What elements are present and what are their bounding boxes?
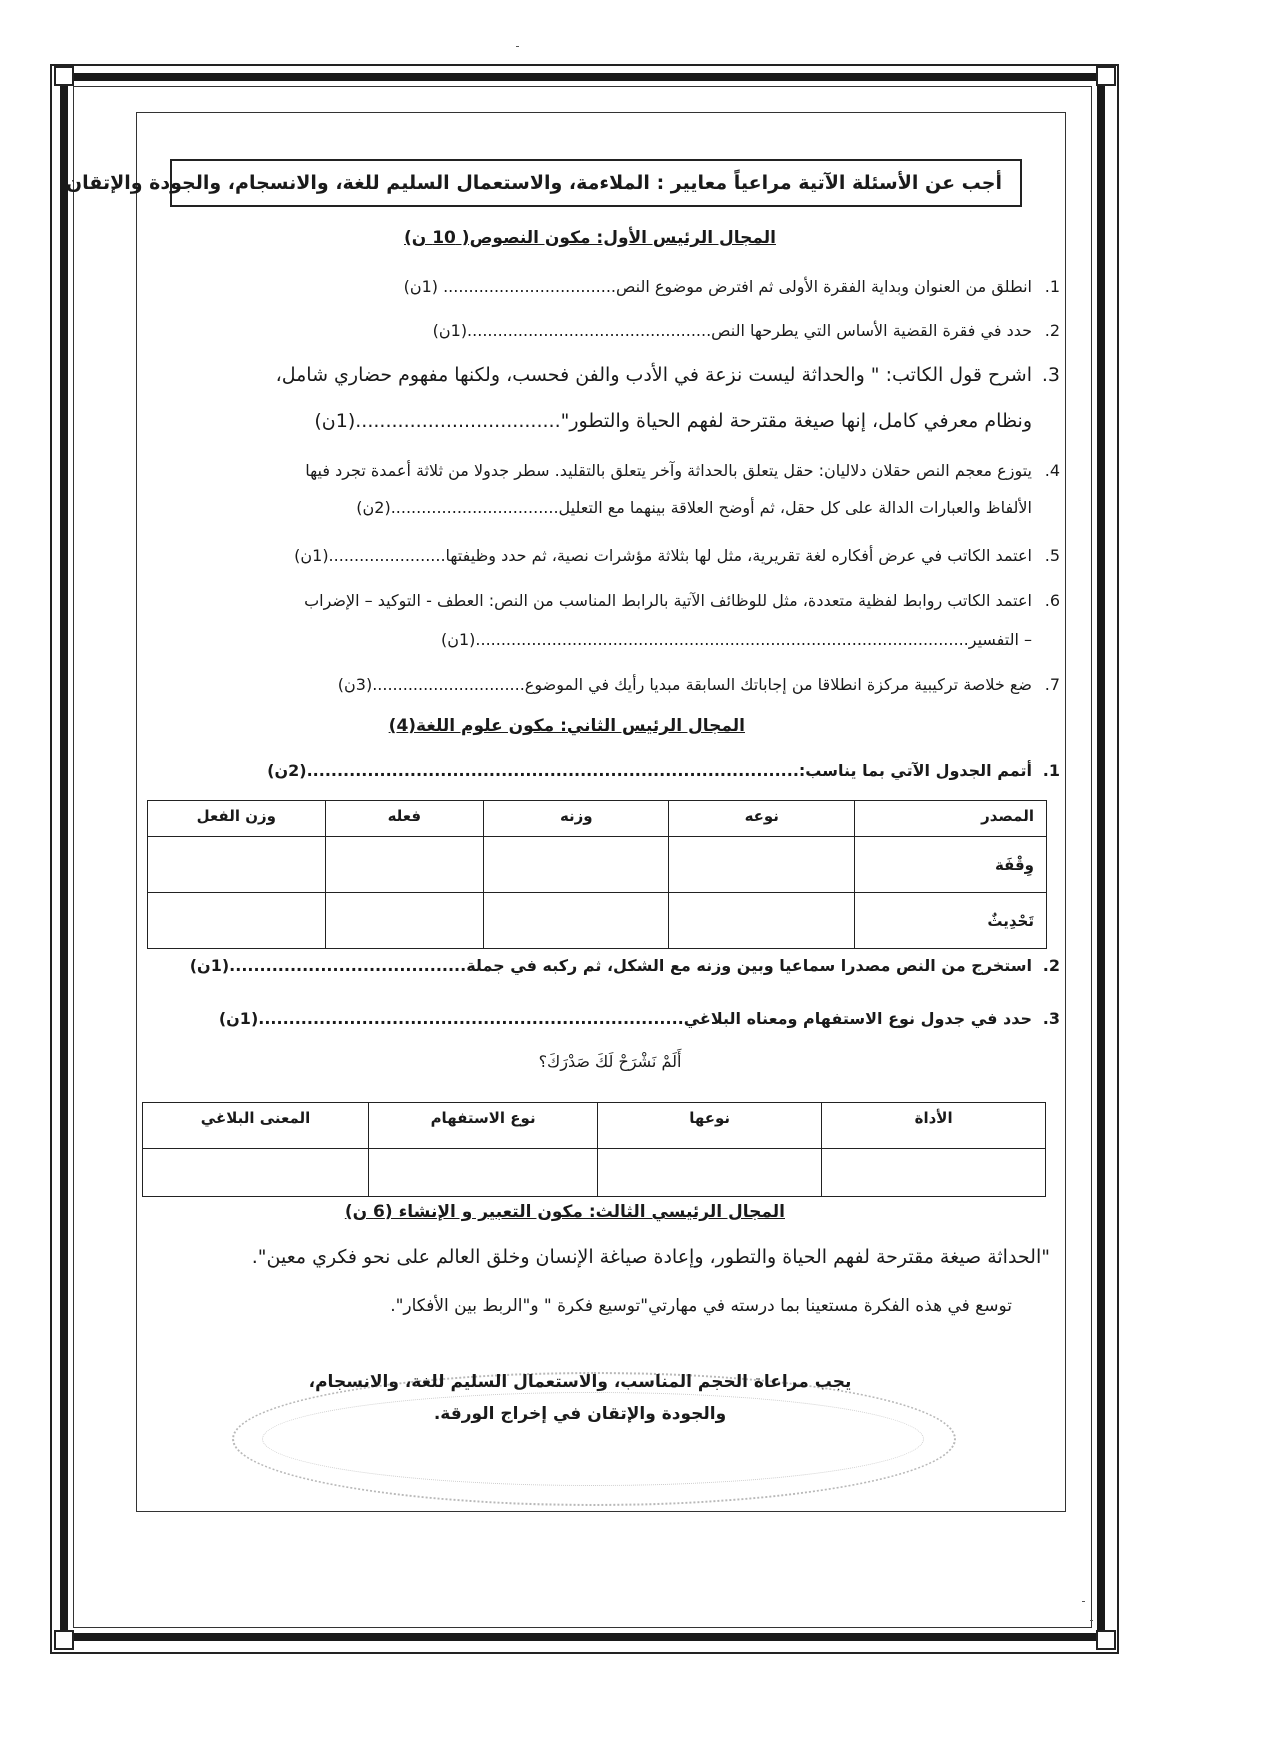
question-number: 1. bbox=[1042, 761, 1060, 780]
table-header-cell: الأداة bbox=[822, 1103, 1046, 1149]
question-number: 1. bbox=[1044, 277, 1060, 296]
question-1-4-continuation: الألفاظ والعبارات الدالة على كل حقل، ثم أوضح العلاقة بينهما مع التعليل.................................(2ن) bbox=[356, 498, 1032, 517]
table-cell bbox=[669, 893, 855, 949]
table-header-cell: وزن الفعل bbox=[148, 801, 326, 837]
table-header-cell: المصدر bbox=[855, 801, 1047, 837]
section1-title: المجال الرئيس الأول: مكون النصوص( 10 ن) bbox=[404, 228, 776, 248]
question-1-5 bbox=[230, 545, 1060, 567]
question-text: انطلق من العنوان وبداية الفقرة الأولى ثم افترض موضوع النص.................................. (1ن) bbox=[403, 277, 1032, 296]
question-text: حدد في جدول نوع الاستفهام ومعناه البلاغي......................................................................(1ن) bbox=[218, 1009, 1032, 1028]
table-header-cell: وزنه bbox=[484, 801, 669, 837]
question-2-3 bbox=[218, 1008, 1060, 1030]
question-text: أتمم الجدول الآتي بما يناسب:.................................................................................(2ن) bbox=[267, 761, 1032, 780]
question-1-6 bbox=[230, 590, 1060, 612]
table-header-row bbox=[148, 801, 1047, 837]
question-text: استخرج من النص مصدرا سماعيا وبين وزنه مع الشكل، ثم ركبه في جملة.......................................(1ن) bbox=[189, 956, 1032, 975]
table-cell: تَحْدِيثٌ bbox=[855, 893, 1047, 949]
table-cell bbox=[484, 893, 669, 949]
question-number: 2. bbox=[1044, 321, 1060, 340]
table-cell bbox=[822, 1149, 1046, 1197]
table-masdar bbox=[147, 800, 1047, 949]
question-number: 2. bbox=[1042, 956, 1060, 975]
task-text: توسع في هذه الفكرة مستعينا بما درسته في مهارتي"توسيع فكرة " و"الربط بين الأفكار". bbox=[390, 1296, 1012, 1316]
frame-corner-top-right bbox=[1096, 66, 1116, 86]
table-header-cell: نوع الاستفهام bbox=[369, 1103, 598, 1149]
table-header-cell: المعنى البلاغي bbox=[143, 1103, 369, 1149]
table-cell bbox=[369, 1149, 598, 1197]
table-istifham bbox=[142, 1102, 1046, 1197]
scan-speck bbox=[516, 46, 519, 47]
question-text: اشرح قول الكاتب: " والحداثة ليست نزعة في الأدب والفن فحسب، ولكنها مفهوم حضاري شامل، bbox=[275, 364, 1032, 386]
frame-corner-bottom-left bbox=[54, 1630, 74, 1650]
verse-quote: أَلَمْ نَشْرَحْ لَكَ صَدْرَكَ؟ bbox=[538, 1052, 682, 1071]
question-1-1 bbox=[230, 276, 1060, 298]
section2-title: المجال الرئيس الثاني: مكون علوم اللغة(4) bbox=[388, 716, 745, 736]
instructions-text: أجب عن الأسئلة الآتية مراعياً معايير : الملاءمة، والاستعمال السليم للغة، والانسجام، والجودة والإتقان bbox=[65, 172, 1002, 194]
table-cell: وِقْفَة bbox=[855, 837, 1047, 893]
question-number: 5. bbox=[1044, 546, 1060, 565]
table-cell bbox=[143, 1149, 369, 1197]
table-row bbox=[143, 1149, 1046, 1197]
question-number: 3. bbox=[1041, 364, 1060, 386]
question-text: يتوزع معجم النص حقلان دلاليان: حقل يتعلق بالحداثة وآخر يتعلق بالتقليد. سطر جدولا من ثلاثة أعمدة تجرد فيها bbox=[305, 461, 1032, 480]
question-1-3 bbox=[230, 364, 1060, 386]
instructions-box bbox=[65, 159, 1022, 207]
question-text: اعتمد الكاتب روابط لفظية متعددة، مثل للوظائف الآتية بالرابط المناسب من النص: العطف - التوكيد – الإضراب bbox=[304, 591, 1032, 610]
scan-speck bbox=[1082, 1601, 1085, 1602]
table-cell bbox=[148, 893, 326, 949]
table-header-row bbox=[143, 1103, 1046, 1149]
table-cell bbox=[325, 893, 484, 949]
table-cell bbox=[484, 837, 669, 893]
table-header-cell: فعله bbox=[325, 801, 484, 837]
scan-speck bbox=[1090, 1620, 1093, 1621]
quote-text: "الحداثة صيغة مقترحة لفهم الحياة والتطور، وإعادة صياغة الإنسان وخلق العالم على نحو فكري معين". bbox=[251, 1246, 1050, 1268]
table-header-cell: نوعها bbox=[598, 1103, 822, 1149]
question-2-1 bbox=[230, 760, 1060, 782]
question-2-2 bbox=[189, 955, 1060, 977]
section3-title: المجال الرئيسي الثالث: مكون التعبير و الإنشاء (6 ن) bbox=[344, 1202, 785, 1222]
question-1-3-continuation: ونظام معرفي كامل، إنها صيغة مقترحة لفهم الحياة والتطور"..................................(1ن) bbox=[314, 410, 1032, 432]
question-text: ضع خلاصة تركيبية مركزة انطلاقا من إجاباتك السابقة مبديا رأيك في الموضوع..............................(3ن) bbox=[337, 675, 1032, 694]
question-1-6-continuation: – التفسير.................................................................................................(1ن) bbox=[440, 630, 1032, 649]
question-number: 6. bbox=[1044, 591, 1060, 610]
table-row bbox=[148, 893, 1047, 949]
final-note-line1: يجب مراعاة الحجم المناسب، والاستعمال السليم للغة، والانسجام، bbox=[308, 1372, 852, 1392]
question-1-2 bbox=[230, 320, 1060, 342]
frame-corner-top-left bbox=[54, 66, 74, 86]
frame-corner-bottom-right bbox=[1096, 1630, 1116, 1650]
final-note-line2: والجودة والإتقان في إخراج الورقة. bbox=[433, 1404, 727, 1424]
question-text: اعتمد الكاتب في عرض أفكاره لغة تقريرية، مثل لها بثلاثة مؤشرات نصية، ثم حدد وظيفتها.......................(1ن) bbox=[294, 546, 1032, 565]
table-row bbox=[148, 837, 1047, 893]
question-number: 4. bbox=[1044, 461, 1060, 480]
table-header-cell: نوعه bbox=[669, 801, 855, 837]
table-cell bbox=[148, 837, 326, 893]
table-cell bbox=[598, 1149, 822, 1197]
question-number: 3. bbox=[1042, 1009, 1060, 1028]
table-cell bbox=[325, 837, 484, 893]
table-cell bbox=[669, 837, 855, 893]
question-1-4 bbox=[230, 460, 1060, 482]
question-1-7 bbox=[230, 674, 1060, 696]
question-number: 7. bbox=[1044, 675, 1060, 694]
question-text: حدد في فقرة القضية الأساس التي يطرحها النص................................................(1ن) bbox=[432, 321, 1032, 340]
